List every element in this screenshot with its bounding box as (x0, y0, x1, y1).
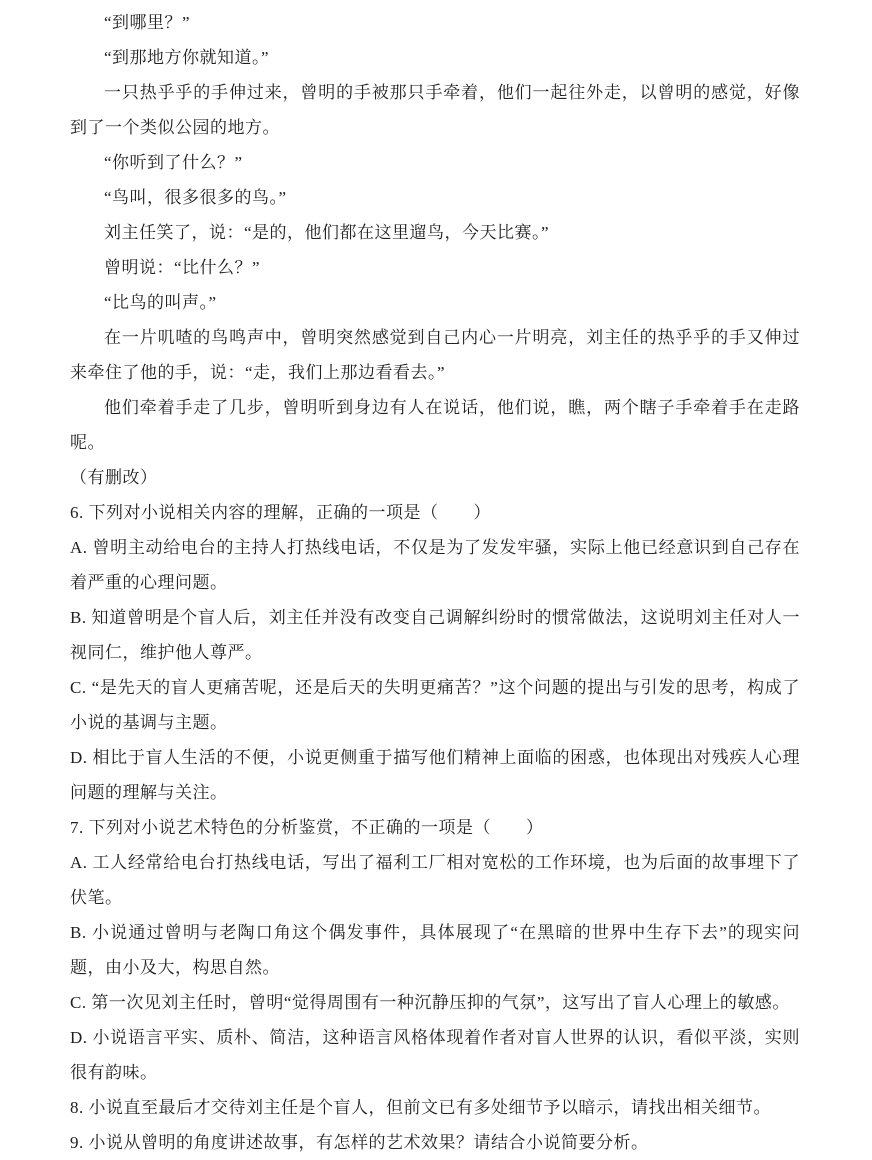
story-paragraph: “到那地方你就知道。” (104, 48, 270, 67)
story-paragraph: 他们牵着手走了几步，曾明听到身边有人在说话，他们说，瞧，两个瞎子手牵着手在走路呢。 (70, 398, 800, 452)
story-paragraph: “鸟叫，很多很多的鸟。” (104, 188, 287, 207)
story-paragraph: 一只热乎乎的手伸过来，曾明的手被那只手牵着，他们一起往外走，以曾明的感觉，好像到了一个类似公园的地方。 (70, 83, 800, 137)
question-6-stem: 6. 下列对小说相关内容的理解，正确的一项是（ ） (70, 503, 491, 522)
attribution-note: （有删改） (70, 468, 158, 487)
question-7-option-c: C. 第一次见刘主任时，曾明“觉得周围有一种沉静压抑的气氛”，这写出了盲人心理上的敏感。 (70, 993, 790, 1012)
story-paragraph: 曾明说：“比什么？” (104, 258, 261, 277)
story-paragraph: “到哪里？” (104, 13, 191, 32)
story-paragraph: “比鸟的叫声。” (104, 293, 217, 312)
question-7-option-a: A. 工人经常给电台打热线电话，写出了福利工厂相对宽松的工作环境，也为后面的故事埋下了伏笔。 (70, 853, 800, 907)
question-7-option-d: D. 小说语言平实、质朴、简洁，这种语言风格体现着作者对盲人世界的认识，看似平淡，实则很有韵味。 (70, 1028, 800, 1082)
question-9-text: 9. 小说从曾明的角度讲述故事，有怎样的艺术效果？请结合小说简要分析。 (70, 1133, 649, 1152)
question-6-option-b: B. 知道曾明是个盲人后，刘主任并没有改变自己调解纠纷时的惯常做法，这说明刘主任对人一视同仁，维护他人尊严。 (70, 608, 800, 662)
question-6-option-a: A. 曾明主动给电台的主持人打热线电话，不仅是为了发发牢骚，实际上他已经意识到自己存在着严重的心理问题。 (70, 538, 800, 592)
question-8-text: 8. 小说直至最后才交待刘主任是个盲人，但前文已有多处细节予以暗示，请找出相关细节。 (70, 1098, 771, 1117)
question-6-option-c: C. “是先天的盲人更痛苦呢，还是后天的失明更痛苦？”这个问题的提出与引发的思考，构成了小说的基调与主题。 (70, 678, 800, 732)
question-6-option-d: D. 相比于盲人生活的不便，小说更侧重于描写他们精神上面临的困惑，也体现出对残疾人心理问题的理解与关注。 (70, 748, 800, 802)
story-paragraph: 刘主任笑了，说：“是的，他们都在这里遛鸟，今天比赛。” (104, 223, 550, 242)
story-paragraph: “你听到了什么？” (104, 153, 243, 172)
question-7-option-b: B. 小说通过曾明与老陶口角这个偶发事件，具体展现了“在黑暗的世界中生存下去”的现实问题，由小及大，构思自然。 (70, 923, 800, 977)
story-paragraph: 在一片叽喳的鸟鸣声中，曾明突然感觉到自己内心一片明亮，刘主任的热乎乎的手又伸过来牵住了他的手，说：“走，我们上那边看看去。” (70, 328, 800, 382)
question-7-stem: 7. 下列对小说艺术特色的分析鉴赏，不正确的一项是（ ） (70, 818, 544, 837)
